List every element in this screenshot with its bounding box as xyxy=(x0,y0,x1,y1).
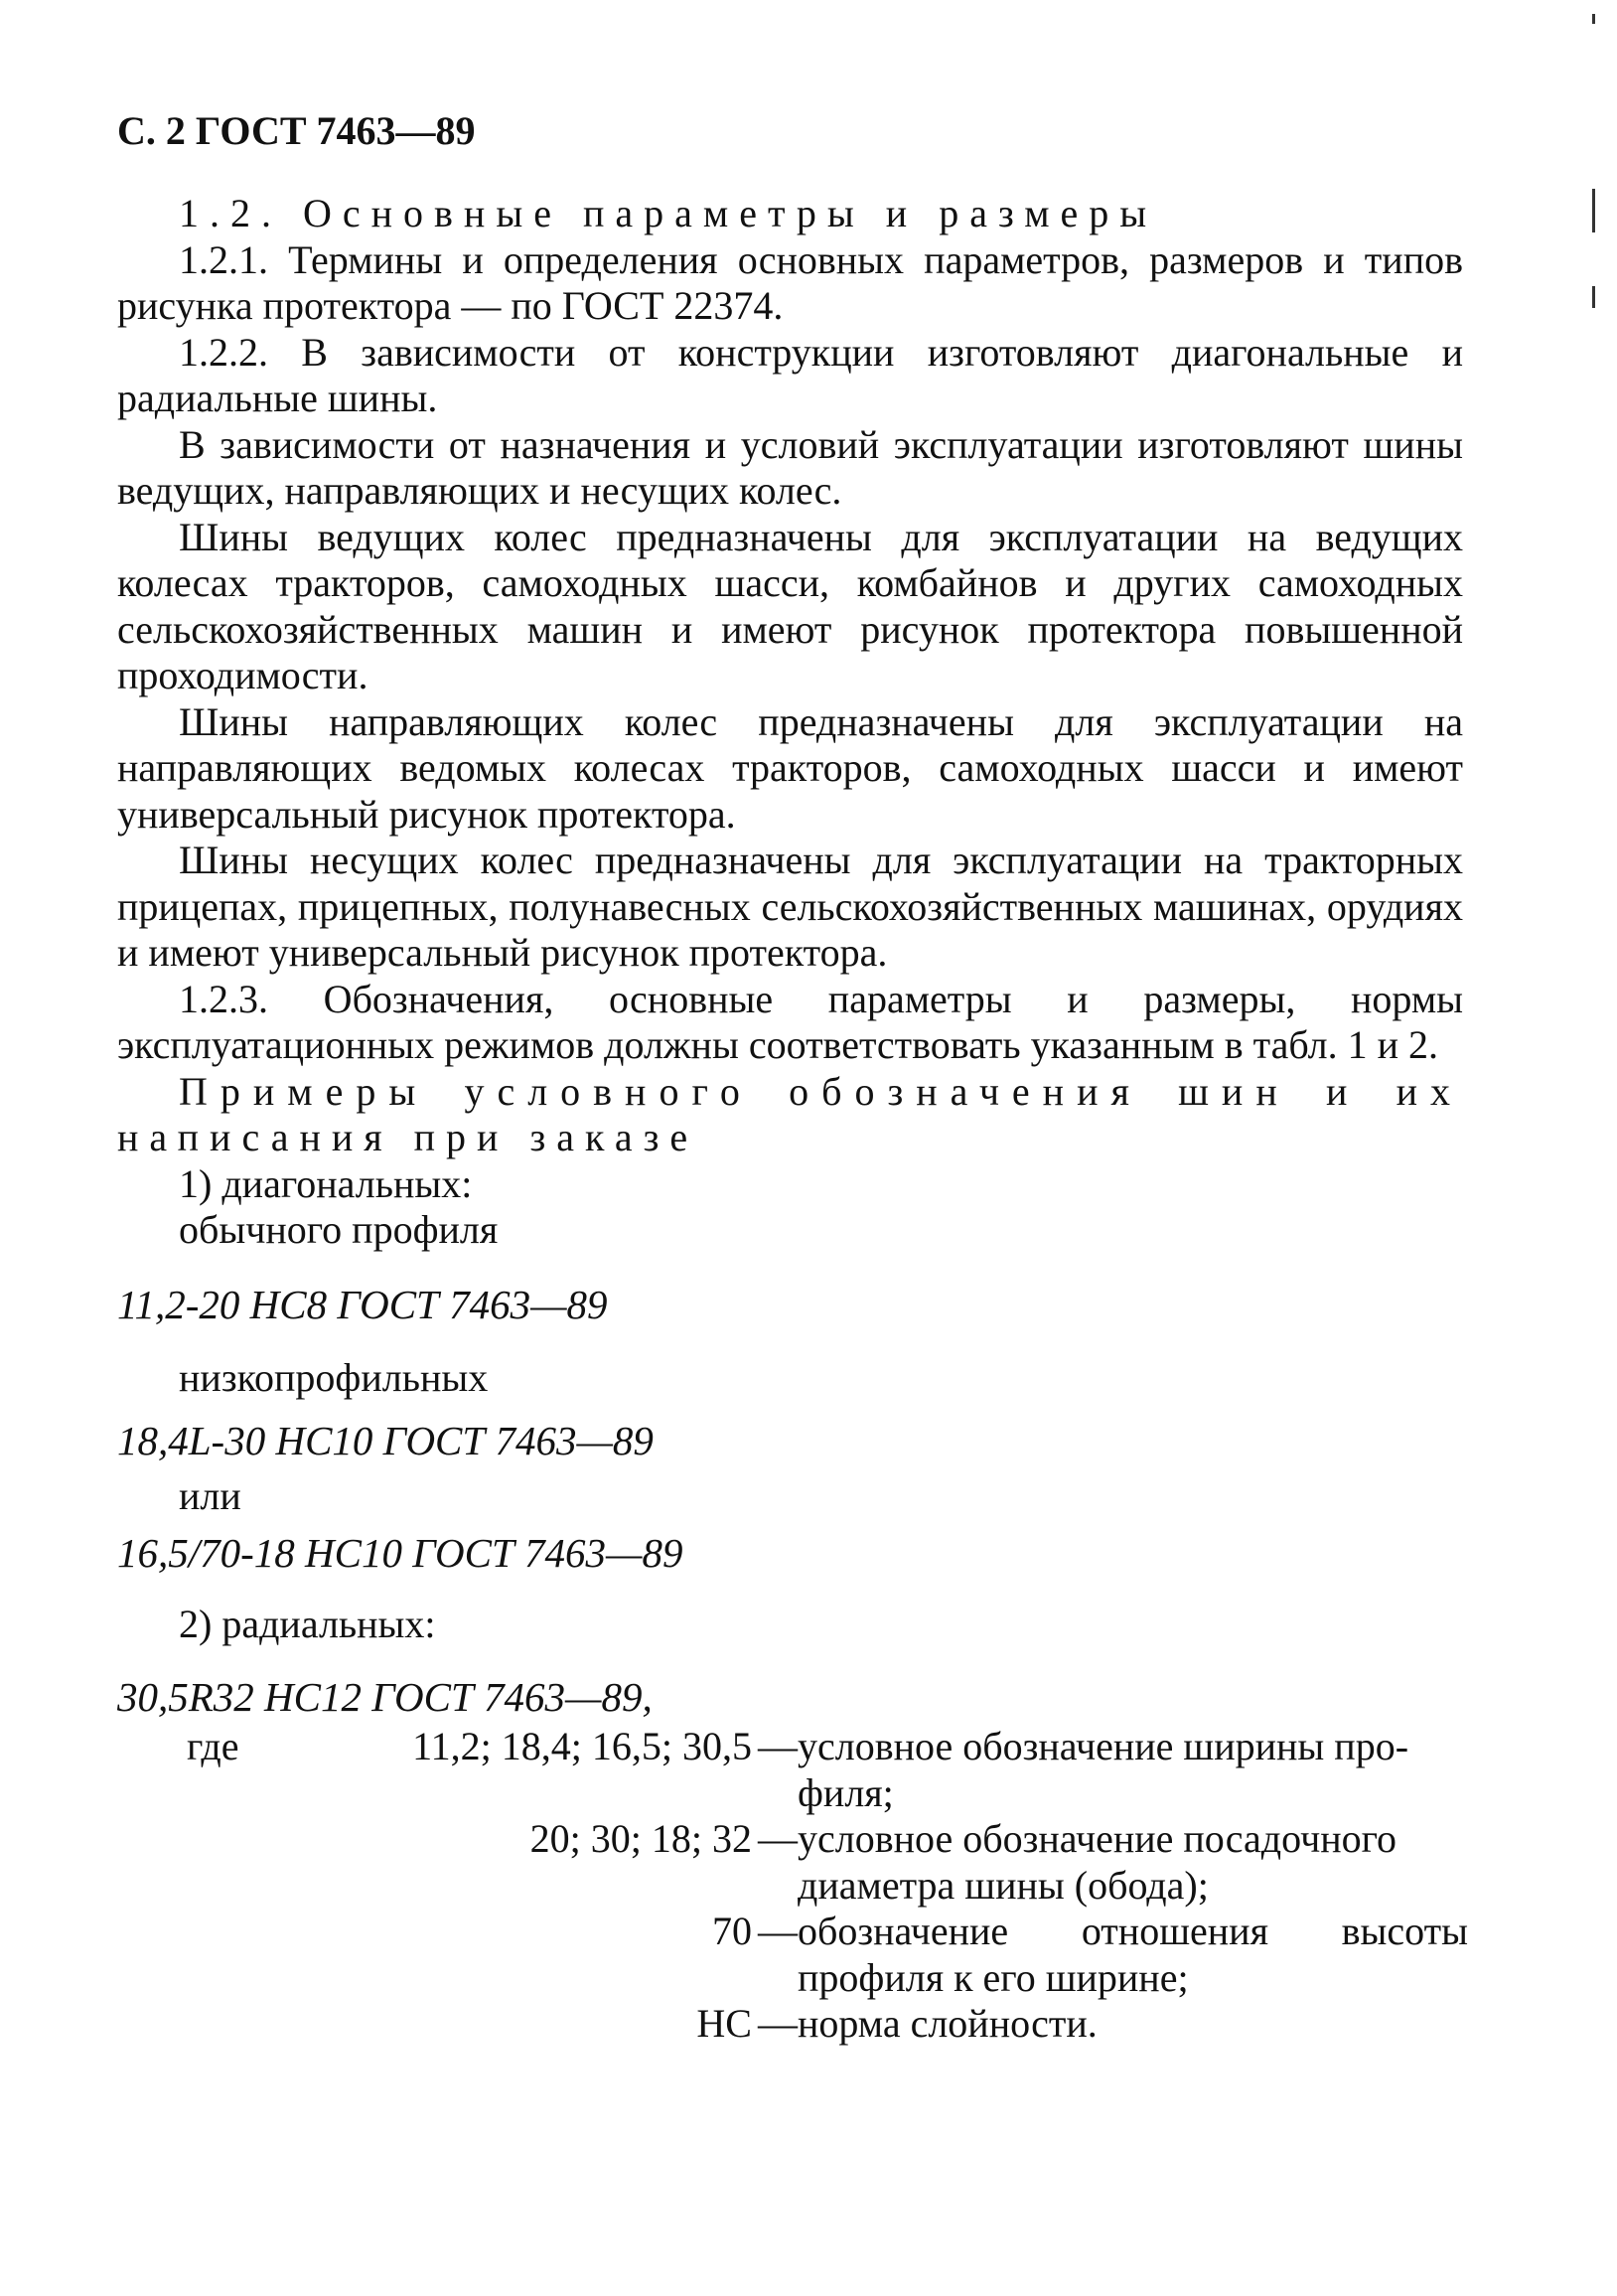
body-text xyxy=(117,191,1463,1720)
legend-dash: — xyxy=(758,1909,798,1953)
legend-key: 11,2; 18,4; 16,5; 30,5 xyxy=(412,1724,752,1768)
legend-value-cont: филя; xyxy=(798,1769,894,1815)
paragraph-1-2-1: 1.2.1. Термины и определения основных параметров, размеров и типов рисунка протектора — по ГОСТ 22374. xyxy=(117,236,1463,328)
paragraph-1-2-3: 1.2.3. Обозначения, основные параметры и размеры, нормы эксплуатационных режимов должны соответствовать указанным в табл. 1 и 2. xyxy=(117,976,1463,1067)
legend-dash: — xyxy=(758,1724,798,1768)
example-lowprofile-label: низкопрофильных xyxy=(179,1355,489,1400)
example-code-2: 18,4L-30 НС10 ГОСТ 7463—89 xyxy=(117,1417,654,1463)
paragraph-drive-wheels: Шины ведущих колес предназначены для эксплуатации на ведущих колесах тракторов, самоходных шасси, комбайнов и других самоходных сельскохозяйственных машин и имеют рисунок протектора повышенной проходимости. xyxy=(117,514,1463,697)
example-normal-profile-label: обычного профиля xyxy=(179,1207,499,1252)
legend-row xyxy=(187,2001,1468,2048)
legend-value: условное обозначение ширины про- xyxy=(798,1724,1409,1768)
example-or-label: или xyxy=(179,1473,241,1518)
scan-mark xyxy=(1592,14,1595,24)
legend-value: условное обозначение посадочного xyxy=(798,1816,1397,1861)
legend-key: НС xyxy=(696,2001,752,2046)
paragraph-guide-wheels: Шины направляющих колес предназначены для эксплуатации на направляющих ведомых колесах тракторов, самоходных шасси и имеют универсальный рисунок протектора. xyxy=(117,698,1463,837)
legend-row-cont xyxy=(187,1863,1468,1910)
example-radial-label: 2) радиальных: xyxy=(179,1602,436,1646)
legend-dash: — xyxy=(758,1816,798,1861)
legend-row xyxy=(187,1816,1468,1863)
legend-where-label: где xyxy=(187,1724,239,1768)
section-title: 1.2. Основные параметры и размеры xyxy=(179,191,1158,235)
legend-row-cont xyxy=(187,1955,1468,2002)
legend-value-cont: диаметра шины (обода); xyxy=(798,1862,1209,1908)
example-code-3: 16,5/70-18 НС10 ГОСТ 7463—89 xyxy=(117,1529,683,1576)
legend xyxy=(187,1724,1468,2048)
legend-row xyxy=(187,1909,1468,1955)
examples-title-line-2: написания при заказе xyxy=(117,1115,699,1159)
page-header: С. 2 ГОСТ 7463—89 xyxy=(117,108,476,153)
paragraph-carrying-wheels: Шины несущих колес предназначены для эксплуатации на тракторных прицепах, прицепных, полунавесных сельскохозяйственных машинах, орудиях и имеют универсальный рисунок протектора. xyxy=(117,838,1463,975)
legend-value-cont: профиля к его ширине; xyxy=(798,1954,1189,2000)
scan-mark xyxy=(1592,189,1595,232)
examples-title-line-1: Примеры условного обозначения шин и их xyxy=(179,1068,1463,1114)
paragraph-1-2-2: 1.2.2. В зависимости от конструкции изготовляют диагональные и радиальные шины. xyxy=(117,329,1463,420)
example-code-1: 11,2-20 НС8 ГОСТ 7463—89 xyxy=(117,1281,608,1327)
legend-value: обозначение отношения высоты xyxy=(798,1909,1468,1953)
legend-row xyxy=(187,1724,1468,1770)
paragraph-purpose: В зависимости от назначения и условий эксплуатации изготовляют шины ведущих, направляющих и несущих колес. xyxy=(117,421,1463,513)
legend-row-cont xyxy=(187,1770,1468,1817)
example-diagonal-label: 1) диагональных: xyxy=(179,1160,473,1206)
example-code-4: 30,5R32 НС12 ГОСТ 7463—89, xyxy=(117,1673,653,1720)
legend-key: 20; 30; 18; 32 xyxy=(529,1816,752,1861)
legend-value: норма слойности. xyxy=(798,2001,1098,2046)
scan-mark xyxy=(1592,286,1595,308)
legend-key: 70 xyxy=(712,1909,752,1953)
legend-dash: — xyxy=(758,2001,798,2046)
